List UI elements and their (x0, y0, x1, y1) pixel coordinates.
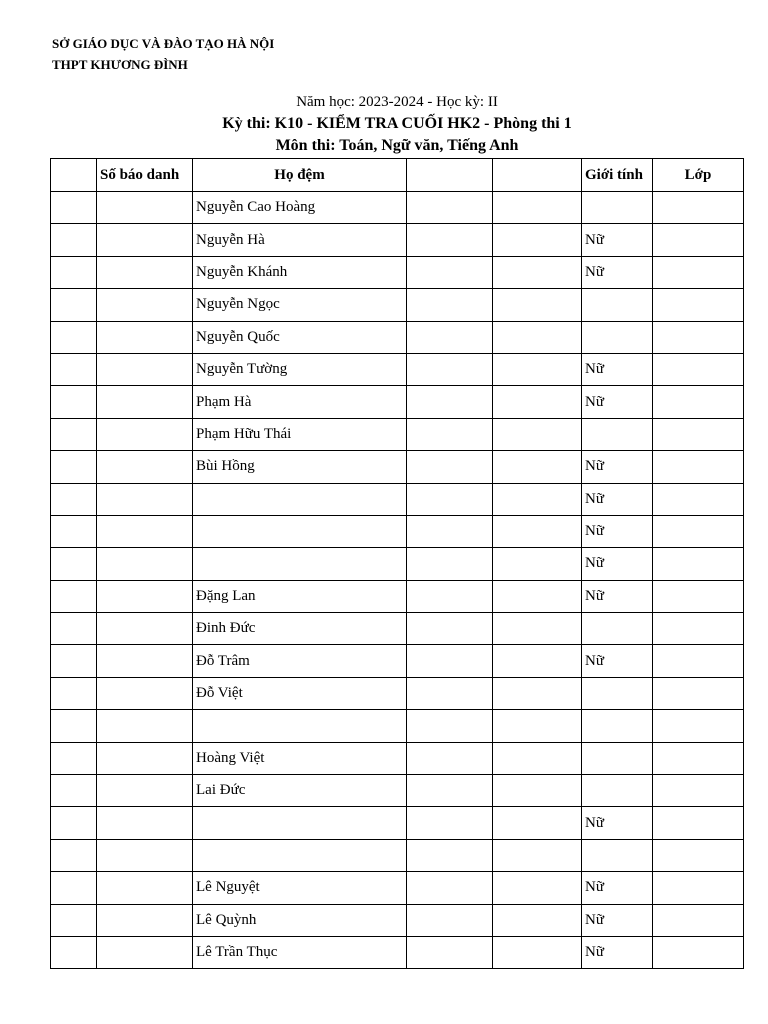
cell-surname: Nguyễn Ngọc (193, 289, 407, 321)
cell-blank-2 (493, 807, 582, 839)
cell-surname: Đỗ Trâm (193, 645, 407, 677)
cell-blank-1 (407, 353, 493, 385)
cell-gender: Nữ (582, 224, 653, 256)
table-row (51, 256, 744, 288)
cell-gender (582, 418, 653, 450)
cell-candidate-number (97, 839, 193, 871)
table-row (51, 353, 744, 385)
cell-class (653, 353, 744, 385)
cell-gender: Nữ (582, 580, 653, 612)
cell-gender: Nữ (582, 645, 653, 677)
cell-index (51, 807, 97, 839)
cell-blank-2 (493, 386, 582, 418)
school-name: THPT KHƯƠNG ĐÌNH (52, 57, 188, 72)
cell-gender: Nữ (582, 807, 653, 839)
cell-class (653, 936, 744, 968)
cell-class (653, 580, 744, 612)
cell-class (653, 224, 744, 256)
cell-surname (193, 807, 407, 839)
cell-gender (582, 321, 653, 353)
cell-surname: Nguyễn Cao Hoàng (193, 192, 407, 224)
cell-surname: Đặng Lan (193, 580, 407, 612)
table-row (51, 515, 744, 547)
cell-candidate-number (97, 321, 193, 353)
cell-surname: Lê Trần Thục (193, 936, 407, 968)
cell-blank-2 (493, 645, 582, 677)
cell-index (51, 645, 97, 677)
cell-class (653, 904, 744, 936)
cell-class (653, 256, 744, 288)
cell-blank-2 (493, 936, 582, 968)
cell-candidate-number (97, 613, 193, 645)
cell-gender: Nữ (582, 256, 653, 288)
cell-surname (193, 839, 407, 871)
cell-blank-1 (407, 548, 493, 580)
table-header-row (51, 159, 744, 192)
cell-class (653, 613, 744, 645)
cell-blank-1 (407, 451, 493, 483)
cell-index (51, 451, 97, 483)
table-row (51, 192, 744, 224)
table-row (51, 483, 744, 515)
cell-blank-2 (493, 353, 582, 385)
cell-candidate-number (97, 677, 193, 709)
cell-surname: Lê Quỳnh (193, 904, 407, 936)
cell-blank-1 (407, 645, 493, 677)
cell-candidate-number (97, 451, 193, 483)
cell-blank-2 (493, 580, 582, 612)
cell-index (51, 321, 97, 353)
cell-gender: Nữ (582, 904, 653, 936)
cell-index (51, 936, 97, 968)
table-row (51, 451, 744, 483)
cell-class (653, 775, 744, 807)
cell-class (653, 742, 744, 774)
cell-surname: Phạm Hà (193, 386, 407, 418)
cell-class (653, 839, 744, 871)
cell-class (653, 872, 744, 904)
cell-candidate-number (97, 289, 193, 321)
col-header-blank-1 (407, 159, 493, 192)
cell-class (653, 548, 744, 580)
col-header-gender: Giới tính (582, 159, 653, 192)
cell-blank-2 (493, 192, 582, 224)
table-row (51, 613, 744, 645)
cell-index (51, 353, 97, 385)
cell-index (51, 289, 97, 321)
table-row (51, 742, 744, 774)
cell-index (51, 192, 97, 224)
table-row (51, 645, 744, 677)
cell-surname (193, 548, 407, 580)
cell-class (653, 451, 744, 483)
cell-candidate-number (97, 386, 193, 418)
cell-surname: Nguyễn Hà (193, 224, 407, 256)
cell-blank-2 (493, 224, 582, 256)
table-row (51, 839, 744, 871)
cell-surname: Lê Nguyệt (193, 872, 407, 904)
table-row (51, 677, 744, 709)
cell-candidate-number (97, 483, 193, 515)
cell-class (653, 321, 744, 353)
table-row (51, 418, 744, 450)
cell-gender (582, 289, 653, 321)
student-roster-table (50, 158, 744, 969)
cell-surname (193, 515, 407, 547)
cell-blank-2 (493, 483, 582, 515)
cell-gender: Nữ (582, 936, 653, 968)
cell-index (51, 224, 97, 256)
cell-index (51, 548, 97, 580)
cell-index (51, 904, 97, 936)
cell-class (653, 710, 744, 742)
cell-blank-2 (493, 710, 582, 742)
table-row (51, 710, 744, 742)
cell-gender: Nữ (582, 515, 653, 547)
cell-surname: Nguyễn Quốc (193, 321, 407, 353)
table-body (51, 192, 744, 969)
cell-gender: Nữ (582, 353, 653, 385)
cell-surname: Nguyễn Tường (193, 353, 407, 385)
cell-blank-1 (407, 677, 493, 709)
cell-class (653, 418, 744, 450)
cell-blank-1 (407, 483, 493, 515)
col-header-candidate-number: Số báo danh (97, 159, 193, 192)
cell-blank-1 (407, 386, 493, 418)
cell-blank-2 (493, 321, 582, 353)
cell-candidate-number (97, 224, 193, 256)
cell-class (653, 515, 744, 547)
cell-class (653, 677, 744, 709)
cell-candidate-number (97, 515, 193, 547)
cell-blank-1 (407, 289, 493, 321)
cell-surname: Đinh Đức (193, 613, 407, 645)
cell-blank-2 (493, 515, 582, 547)
cell-surname: Lai Đức (193, 775, 407, 807)
cell-candidate-number (97, 418, 193, 450)
col-header-surname: Họ đệm (193, 159, 407, 192)
cell-blank-2 (493, 548, 582, 580)
table-row (51, 548, 744, 580)
cell-candidate-number (97, 192, 193, 224)
cell-gender: Nữ (582, 386, 653, 418)
cell-blank-1 (407, 904, 493, 936)
cell-blank-1 (407, 936, 493, 968)
cell-surname: Nguyễn Khánh (193, 256, 407, 288)
cell-class (653, 483, 744, 515)
cell-blank-1 (407, 418, 493, 450)
cell-blank-1 (407, 872, 493, 904)
cell-blank-1 (407, 192, 493, 224)
cell-blank-2 (493, 451, 582, 483)
table-row (51, 289, 744, 321)
cell-gender: Nữ (582, 872, 653, 904)
col-header-index (51, 159, 97, 192)
cell-blank-2 (493, 839, 582, 871)
table-row (51, 224, 744, 256)
cell-candidate-number (97, 742, 193, 774)
cell-candidate-number (97, 936, 193, 968)
cell-class (653, 289, 744, 321)
cell-index (51, 775, 97, 807)
cell-candidate-number (97, 904, 193, 936)
cell-index (51, 256, 97, 288)
exam-subjects: Môn thi: Toán, Ngữ văn, Tiếng Anh (275, 137, 519, 154)
cell-candidate-number (97, 548, 193, 580)
cell-blank-1 (407, 515, 493, 547)
cell-class (653, 807, 744, 839)
cell-candidate-number (97, 710, 193, 742)
cell-index (51, 386, 97, 418)
cell-blank-2 (493, 904, 582, 936)
col-header-class: Lớp (653, 159, 744, 192)
cell-blank-2 (493, 775, 582, 807)
col-header-blank-2 (493, 159, 582, 192)
cell-index (51, 677, 97, 709)
cell-candidate-number (97, 645, 193, 677)
cell-surname (193, 710, 407, 742)
cell-gender (582, 742, 653, 774)
cell-index (51, 839, 97, 871)
cell-blank-1 (407, 321, 493, 353)
cell-candidate-number (97, 775, 193, 807)
cell-candidate-number (97, 256, 193, 288)
cell-blank-2 (493, 872, 582, 904)
department-name: SỞ GIÁO DỤC VÀ ĐÀO TẠO HÀ NỘI (52, 36, 275, 51)
cell-candidate-number (97, 353, 193, 385)
cell-candidate-number (97, 872, 193, 904)
table-row (51, 580, 744, 612)
cell-gender (582, 775, 653, 807)
cell-gender (582, 710, 653, 742)
table-row (51, 321, 744, 353)
cell-blank-2 (493, 289, 582, 321)
cell-blank-1 (407, 807, 493, 839)
cell-candidate-number (97, 807, 193, 839)
cell-blank-1 (407, 580, 493, 612)
cell-surname: Hoàng Việt (193, 742, 407, 774)
cell-gender (582, 192, 653, 224)
cell-index (51, 580, 97, 612)
school-year-line: Năm học: 2023-2024 - Học kỳ: II (296, 94, 498, 110)
table-row (51, 775, 744, 807)
cell-surname (193, 483, 407, 515)
cell-index (51, 613, 97, 645)
cell-blank-1 (407, 839, 493, 871)
cell-index (51, 710, 97, 742)
cell-gender: Nữ (582, 548, 653, 580)
cell-gender (582, 839, 653, 871)
table-row (51, 386, 744, 418)
table-row (51, 807, 744, 839)
cell-gender (582, 613, 653, 645)
cell-class (653, 386, 744, 418)
cell-blank-2 (493, 613, 582, 645)
cell-surname: Bùi Hồng (193, 451, 407, 483)
cell-index (51, 515, 97, 547)
exam-title: Kỳ thi: K10 - KIỂM TRA CUỐI HK2 - Phòng thi 1 (222, 115, 572, 132)
cell-index (51, 418, 97, 450)
cell-surname: Đỗ Việt (193, 677, 407, 709)
cell-class (653, 645, 744, 677)
cell-index (51, 872, 97, 904)
table-row (51, 904, 744, 936)
cell-blank-1 (407, 613, 493, 645)
cell-blank-2 (493, 677, 582, 709)
cell-blank-1 (407, 742, 493, 774)
cell-gender (582, 677, 653, 709)
cell-surname: Phạm Hữu Thái (193, 418, 407, 450)
cell-gender: Nữ (582, 451, 653, 483)
cell-index (51, 742, 97, 774)
cell-index (51, 483, 97, 515)
cell-blank-2 (493, 742, 582, 774)
cell-blank-2 (493, 256, 582, 288)
cell-blank-2 (493, 418, 582, 450)
table-row (51, 872, 744, 904)
cell-gender: Nữ (582, 483, 653, 515)
cell-blank-1 (407, 710, 493, 742)
cell-class (653, 192, 744, 224)
table-row (51, 936, 744, 968)
cell-blank-1 (407, 224, 493, 256)
cell-candidate-number (97, 580, 193, 612)
cell-blank-1 (407, 775, 493, 807)
cell-blank-1 (407, 256, 493, 288)
